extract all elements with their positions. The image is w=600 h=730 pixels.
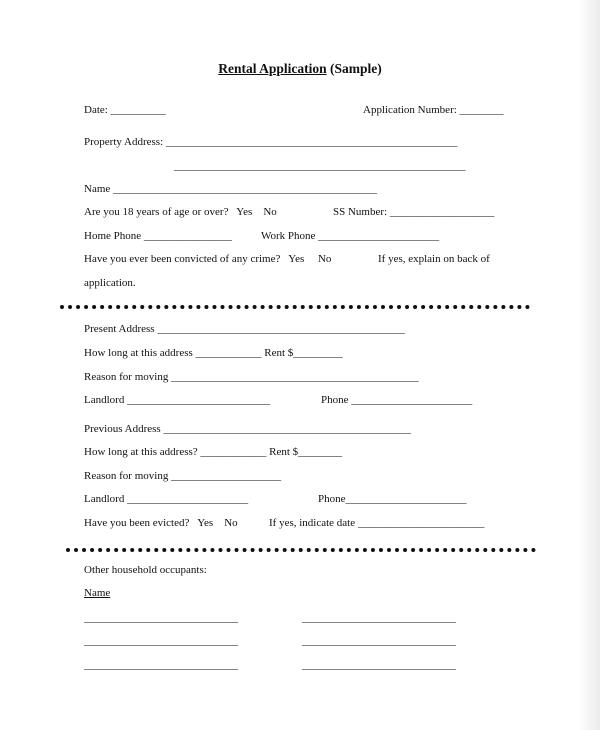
property-address-line-2[interactable]: _____________________________________________________ [174,160,466,172]
application-number-field[interactable]: Application Number: ________ [363,104,504,116]
title-main: Rental Application [218,61,327,76]
occupant-name-blank[interactable]: ____________________________ [84,659,238,671]
conviction-explain-note-2: application. [84,277,136,289]
document-title [0,61,600,77]
previous-phone-field[interactable]: Phone______________________ [318,493,467,505]
work-phone-field[interactable]: Work Phone ______________________ [261,230,440,242]
present-reason-field[interactable]: Reason for moving _____________________________________________ [84,371,419,383]
occupant-detail-blank[interactable]: ____________________________ [302,659,456,671]
present-landlord-field[interactable]: Landlord __________________________ [84,394,271,406]
occupant-name-blank[interactable]: ____________________________ [84,635,238,647]
home-phone-field[interactable]: Home Phone ________________ [84,230,232,242]
present-address-field[interactable]: Present Address _____________________________________________ [84,323,405,335]
eviction-question[interactable]: Have you been evicted? Yes No [84,517,238,529]
conviction-explain-note: If yes, explain on back of [378,253,490,265]
previous-how-long-field[interactable]: How long at this address? ____________ Rent $________ [84,446,343,458]
name-field[interactable]: Name ________________________________________________ [84,183,378,195]
age-question[interactable]: Are you 18 years of age or over? Yes No [84,206,277,218]
previous-address-field[interactable]: Previous Address _____________________________________________ [84,423,411,435]
eviction-date-field[interactable]: If yes, indicate date _______________________ [269,517,485,529]
date-field[interactable]: Date: __________ [84,104,166,116]
previous-reason-field[interactable]: Reason for moving ____________________ [84,470,282,482]
occupant-name-blank[interactable]: ____________________________ [84,612,238,624]
property-address-field[interactable]: Property Address: _____________________________________________________ [84,136,458,148]
occupant-detail-blank[interactable]: ____________________________ [302,635,456,647]
section-separator-2 [66,548,536,552]
present-phone-field[interactable]: Phone ______________________ [321,394,473,406]
previous-landlord-field[interactable]: Landlord ______________________ [84,493,249,505]
occupant-detail-blank[interactable]: ____________________________ [302,612,456,624]
conviction-question[interactable]: Have you ever been convicted of any crime? Yes No [84,253,332,265]
page-edge-shadow [578,0,600,730]
present-how-long-field[interactable]: How long at this address ____________ Rent $_________ [84,347,343,359]
occupants-heading: Other household occupants: [84,564,207,576]
section-separator [60,305,530,309]
occupants-name-label: Name [84,587,111,599]
title-suffix: (Sample) [326,61,382,76]
ssn-field[interactable]: SS Number: ___________________ [333,206,495,218]
